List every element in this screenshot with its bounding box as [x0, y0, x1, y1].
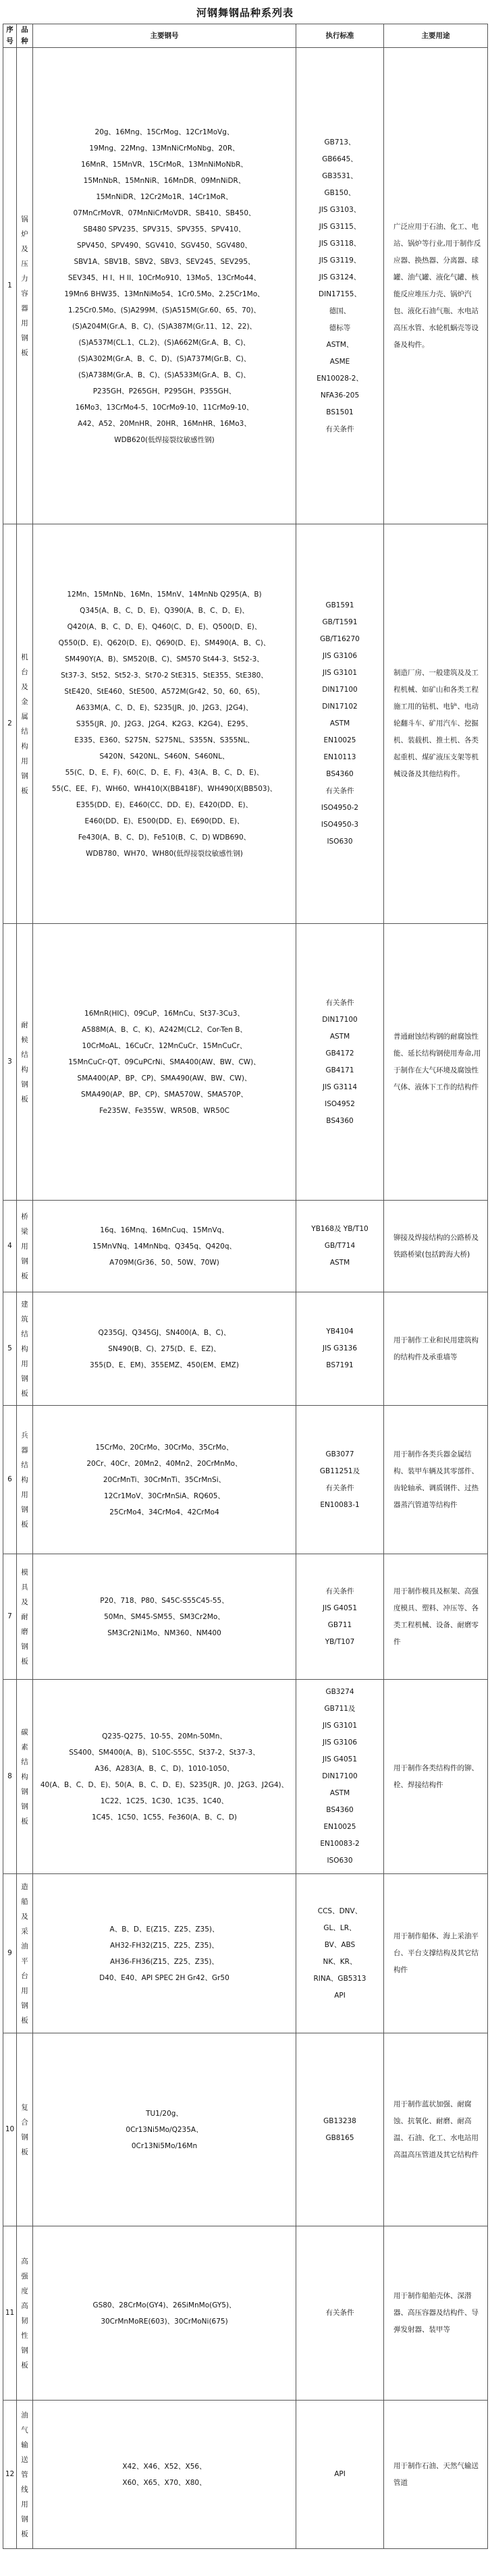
uses-text: 用于制作各类结构件的铆、栓、焊接结构件 [393, 1763, 479, 1789]
uses-text: 用于制作工业和民用建筑构的结构件及承重墙等 [393, 1336, 479, 1361]
standard-line: GB6645、 [322, 155, 358, 163]
uses-text: 用于制作模具及框架、高强度模具、塑料、冲压等、各类工程机械、设备、耐磨零件 [393, 1587, 479, 1646]
uses-cell [384, 1680, 488, 1874]
standard-line: JIS G4051 [322, 1755, 358, 1763]
grade-line: 19Mng、22Mng、13MnNiCrMoNbg、20R、 [89, 144, 240, 153]
product-table [3, 24, 488, 2549]
row-number: 4 [3, 1201, 17, 1292]
grade-line: 15MnCuCr-QT、09CuPCrNi、SMA400(AW、BW、CW)、 [68, 1058, 261, 1066]
uses-text: 用于制作石油、天然气输送管道 [393, 2461, 479, 2487]
standard-line: ASTM [329, 719, 350, 728]
grade-line: 1C45、1C50、1C55、Fe360(A、B、C、D) [91, 1813, 238, 1821]
grade-line: P235GH、P265GH、P295GH、P355GH、 [92, 387, 236, 395]
grade-line: 15CrMo、20CrMo、30CrMo、35CrMo、 [95, 1443, 234, 1452]
header-uses: 主要用途 [384, 24, 488, 48]
uses-cell [384, 2226, 488, 2401]
grade-line: 0Cr13Ni5Mo/Q235A、 [126, 2125, 203, 2134]
standard-line: GB3531、 [322, 171, 358, 180]
uses-cell [384, 1874, 488, 2033]
standard-line: GB4171 [325, 1066, 354, 1074]
standard-line: NK、KR、 [323, 1957, 357, 1966]
table-row [3, 924, 488, 1201]
table-row [3, 1874, 488, 2033]
standard-line: API [334, 2470, 346, 2478]
grade-line: TU1/20g、 [146, 2109, 183, 2118]
table-row [3, 2033, 488, 2226]
row-number: 3 [3, 924, 17, 1201]
grade-line: 16q、16Mnq、16MnCuq、15MnVq、 [100, 1226, 229, 1234]
header-standards: 执行标准 [296, 24, 384, 48]
standard-line: ISO4950-3 [321, 821, 359, 829]
uses-text: 用于制作各类兵器金属结构、装甲车辆及其零部件、齿轮轴承、调质钢件、过热器蒸汽管道等结构件 [393, 1450, 479, 1509]
grade-line: GS80、28CrMo(GY4)、26SiMnMo(GY5)、 [92, 2301, 236, 2309]
standard-line: NFA36-205 [320, 391, 360, 400]
grade-line: SMA490(AP、BP、CP)、SMA570W、SMA570P、 [81, 1090, 248, 1099]
standard-line: JIS G3103、 [319, 205, 361, 214]
table-body [3, 48, 488, 2549]
row-number: 1 [3, 48, 17, 524]
grade-line: X42、X46、X52、X56、 [122, 2462, 207, 2471]
standard-line: GB1591 [325, 601, 354, 609]
grade-line: 25CrMo4、34CrMo4、42CrMo4 [109, 1508, 219, 1516]
standard-line: ISO630 [327, 1857, 353, 1865]
grade-line: 55(C、EE、F)、WH60、WH410(X(BB418F)、WH490(X(BB503)、 [51, 784, 277, 793]
standard-line: ASME [329, 357, 350, 366]
grade-line: 50Mn、SM45-SM55、SM3Cr2Mo、 [104, 1612, 225, 1621]
table-row [3, 1406, 488, 1554]
grade-line: 15MnNiDR、12Cr2Mo1R、14Cr1MoR、 [96, 192, 233, 201]
standard-line: JIS G3124、 [319, 273, 361, 281]
grades-cell [33, 524, 296, 924]
header-name: 品种 [17, 24, 33, 48]
grade-line: Q345(A、B、C、D、E)、Q390(A、B、C、D、E)、 [80, 606, 249, 615]
standard-line: GB/T714 [324, 1242, 356, 1250]
header-no: 序号 [3, 24, 17, 48]
standard-line: GB4172 [325, 1049, 354, 1058]
product-name-cell [17, 924, 33, 1201]
grades-cell [33, 2401, 296, 2549]
standard-line: 有关条件 [325, 998, 354, 1007]
grade-line: Q235GJ、Q345GJ、SN400(A、B、C)、 [98, 1328, 231, 1337]
standard-line: EN10083-2 [320, 1840, 360, 1848]
standards-cell [296, 524, 384, 924]
row-number: 11 [3, 2226, 17, 2401]
product-name-cell [17, 1874, 33, 2033]
uses-cell [384, 48, 488, 524]
product-name-cell [17, 1680, 33, 1874]
grades-cell [33, 1680, 296, 1874]
standard-line: GB11251及 [319, 1467, 360, 1475]
grade-line: AH36-FH36(Z15、Z25、Z35)、 [110, 1957, 219, 1966]
grade-line: 40(A、B、C、D、E)、50(A、B、C、D、E)、S235(JR、J0、J2G3、J2G4)、 [40, 1780, 289, 1789]
row-number: 5 [3, 1292, 17, 1406]
uses-cell [384, 524, 488, 924]
standard-line: JIS G3106 [322, 1738, 358, 1747]
standard-line: DIN17100 [322, 686, 358, 694]
grade-line: A36、A283(A、B、C、D)、1010-1050、 [94, 1764, 234, 1773]
standard-line: 有关条件 [325, 1587, 354, 1595]
grade-line: Fe235W、Fe355W、WR50B、WR50C [99, 1106, 229, 1115]
uses-text: 用于制作蓝状加强、耐腐蚀、抗氧化、耐磨、耐高温、石油、化工、水电站用高温高压管道及其它结构件 [393, 2100, 479, 2159]
standard-line: GB/T16270 [320, 635, 360, 643]
standard-line: GL、LR、 [323, 1923, 356, 1932]
product-name: 机台及金属结构用钢板 [21, 653, 28, 795]
standards-cell [296, 1201, 384, 1292]
row-number: 10 [3, 2033, 17, 2226]
grade-line: 16MnR(HIC)、09CuP、16MnCu、St37-3Cu3、 [84, 1009, 244, 1018]
standard-line: GB/T1591 [322, 618, 358, 626]
standard-line: YB4104 [326, 1327, 354, 1336]
grade-line: 10CrMoAL、16CuCr、12MnCuCr、15MnCuCr、 [82, 1041, 247, 1050]
product-name-cell [17, 524, 33, 924]
grade-line: A588M(A、B、C、K)、A242M(CL2、Cor-Ten B、 [82, 1025, 247, 1034]
grade-line: SN490(B、C)、275(D、E、EZ)、 [108, 1344, 221, 1353]
standard-line: JIS G3118、 [319, 239, 361, 248]
product-name-cell [17, 1292, 33, 1406]
grade-line: 55(C、D、E、F)、60(C、D、E、F)、43(A、B、C、D、E)、 [65, 768, 264, 777]
standard-line: JIS G3101 [322, 1722, 358, 1730]
grade-line: SEV345、H I、H II、10CrMo910、13Mo5、13CrMo44、 [67, 273, 261, 282]
grade-line: (S)A204M(Gr.A、B、C)、(S)A387M(Gr.11、12、22)、 [72, 322, 257, 331]
grade-line: SB480 SPV235、SPV315、SPV355、SPV410、 [83, 225, 246, 234]
uses-cell [384, 1554, 488, 1680]
uses-text: 制造厂房、一般建筑及及工程机械、如矿山和各类工程施工用的钻机、电铲、电动轮翻斗车、矿用汽车、挖掘机、装载机、推土机、各类起重机、煤矿液压支架等机械设备及其他结构件。 [393, 669, 479, 778]
grade-line: 20g、16Mng、15CrMog、12Cr1MoVg、 [94, 128, 234, 136]
grade-line: S420N、S420NL、S460N、S460NL、 [99, 752, 229, 761]
standard-line: GB711及 [324, 1705, 356, 1713]
grade-line: 0Cr13Ni5Mo/16Mn [131, 2141, 198, 2150]
standard-line: GB150、 [324, 188, 356, 197]
standard-line: RINA、GB5313 [313, 1974, 366, 1983]
product-name-cell [17, 1201, 33, 1292]
row-number: 8 [3, 1680, 17, 1874]
grade-line: 16MnR、15MnVR、15CrMoR、13MnNiMoNbR、 [81, 160, 248, 169]
table-row [3, 1554, 488, 1680]
standard-line: BV、ABS [324, 1940, 356, 1949]
standards-cell [296, 1680, 384, 1874]
grade-line: 20Cr、40Cr、20Mn2、40Mn2、20CrMnMo、 [86, 1459, 242, 1468]
standard-line: DIN17100 [322, 1015, 358, 1024]
grades-cell [33, 1874, 296, 2033]
standard-line: BS4360 [326, 770, 354, 778]
uses-cell [384, 2033, 488, 2226]
product-name: 复合钢板 [21, 2103, 28, 2156]
grade-line: 19Mn6 BHW35、13MnNiMo54、1Cr0.5Mo、2.25Cr1Mo、 [64, 290, 265, 298]
grades-cell [33, 1201, 296, 1292]
standard-line: ISO4952 [325, 1099, 355, 1108]
standards-cell [296, 2401, 384, 2549]
table-row [3, 2226, 488, 2401]
grade-line: 15MnNbR、15MnNiR、16MnDR、09MnNiDR、 [83, 176, 246, 185]
grades-cell [33, 2226, 296, 2401]
standard-line: ASTM [329, 1259, 350, 1267]
standards-cell [296, 2033, 384, 2226]
grade-line: 20CrMnTi、30CrMnTi、35CrMnSi、 [103, 1475, 226, 1484]
product-name: 高强度高韧性钢板 [21, 2257, 28, 2369]
standard-line: API [334, 1991, 346, 2000]
uses-text: 铆接及焊接结构的公路桥及铁路桥梁(包括跨海大桥) [393, 1233, 479, 1259]
product-name: 兵器结构用钢板 [21, 1431, 28, 1529]
standard-line: BS7191 [326, 1361, 354, 1369]
grade-line: 1.25Cr0.5Mo、(S)A299M、(S)A515M(Gr.60、65、70)、 [67, 306, 261, 314]
grade-line: SM3Cr2Ni1Mo、NM360、NM400 [107, 1628, 221, 1637]
standard-line: BS4360 [326, 1806, 354, 1814]
product-name: 建筑结构用钢板 [21, 1300, 28, 1398]
product-name: 碳素结构钢钢板 [21, 1728, 28, 1826]
grade-line: D40、E40、API SPEC 2H Gr42、Gr50 [99, 1973, 229, 1982]
grade-line: E335、E360、S275N、S275NL、S355N、S355NL、 [74, 736, 254, 744]
grade-line: WDB620(低焊接裂纹敏感性钢) [114, 435, 215, 444]
standard-line: GB713、 [324, 138, 356, 146]
product-name-cell [17, 1554, 33, 1680]
grade-line: 30CrMnMoRE(603)、30CrMoNi(675) [101, 2317, 228, 2326]
grade-line: St37-3、St52、St52-3、St70-2 StE315、StE355、StE380、 [61, 671, 268, 680]
row-number: 9 [3, 1874, 17, 2033]
grade-line: 355(D、E、EM)、355EMZ、450(EM、EMZ) [90, 1361, 239, 1369]
standard-line: CCS、DNV、 [317, 1907, 362, 1915]
standard-line: EN10113 [323, 753, 356, 761]
standard-line: ASTM [329, 1789, 350, 1797]
standard-line: EN10025 [323, 1823, 356, 1831]
product-name: 造船及采油平台用钢板 [21, 1882, 28, 2025]
product-name: 锅炉及压力容器用钢板 [21, 215, 28, 357]
standard-line: 德标等 [329, 323, 351, 332]
standards-cell [296, 924, 384, 1201]
row-number: 6 [3, 1406, 17, 1554]
row-number: 7 [3, 1554, 17, 1680]
grade-line: A42、A52、20MnHR、20HR、16MnHR、16Mo3、 [78, 419, 251, 428]
uses-cell [384, 1406, 488, 1554]
standard-line: 德国、 [329, 306, 351, 315]
grade-line: WDB780、WH70、WH80(低焊接裂纹敏感性钢) [86, 849, 243, 858]
standards-cell [296, 1874, 384, 2033]
grade-line: E355(DD、E)、E460(CC、DD、E)、E420(DD、E)、 [76, 800, 253, 809]
grade-line: SBV1A、SBV1B、SBV2、SBV3、SEV245、SEV295、 [74, 257, 255, 266]
grade-line: Fe430(A、B、C、D)、Fe510(B、C、D) WDB690、 [78, 833, 251, 842]
grade-line: Q550(D、E)、Q620(D、E)、Q690(D、E)、SM490(A、B、C)、 [58, 638, 271, 647]
grade-line: SPV450、SPV490、SGV410、SGV450、SGV480、 [76, 241, 252, 250]
grades-cell [33, 1554, 296, 1680]
product-name: 模具及耐磨钢板 [21, 1568, 28, 1666]
grade-line: 07MnCrMoVR、07MnNiCrMoVDR、SB410、SB450、 [73, 209, 256, 217]
table-row [3, 1201, 488, 1292]
uses-text: 用于制作船体、海上采油平台、平台支撑结构及其它结构件 [393, 1932, 479, 1974]
grade-line: 1C22、1C25、1C30、1C35、1C40、 [100, 1797, 229, 1805]
standard-line: DIN17155、 [319, 290, 361, 298]
product-name-cell [17, 2401, 33, 2549]
standard-line: ISO630 [327, 838, 353, 846]
product-name: 桥梁用钢板 [21, 1212, 28, 1280]
product-name: 油气输送管线用钢板 [21, 2411, 28, 2538]
standard-line: JIS G3115、 [319, 222, 361, 231]
grade-line: (S)A302M(Gr.A、B、C、D)、(S)A737M(Gr.B、C)、 [78, 354, 251, 363]
grade-line: (S)A738M(Gr.A、B、C)、(S)A533M(Gr.A、B、C)、 [78, 371, 250, 379]
standard-line: YB/T107 [325, 1637, 355, 1646]
table-row [3, 48, 488, 524]
uses-text: 用于制作船舶壳体、深潜器、高压容器及结构件、导弹发射器、装甲等 [393, 2292, 479, 2334]
row-number: 12 [3, 2401, 17, 2549]
grade-line: SM490Y(A、B)、SM520(B、C)、SM570 St44-3、St52-3、 [65, 655, 264, 663]
product-name-cell [17, 2226, 33, 2401]
grades-cell [33, 1292, 296, 1406]
table-row [3, 524, 488, 924]
standard-line: 有关条件 [325, 2309, 354, 2317]
standard-line: 有关条件 [325, 1483, 354, 1492]
grade-line: S355(JR、J0、J2G3、J2G4、K2G3、K2G4)、E295、 [76, 719, 253, 728]
grade-line: 16Mo3、13CrMo4-5、10CrMo9-10、11CrMo9-10、 [75, 403, 254, 412]
grade-line: P20、718、P80、S45C-S55C45-55、 [100, 1596, 229, 1605]
page-title: 河钢舞钢品种系列表 [196, 7, 294, 19]
grade-line: Q235-Q275、10-55、20Mn-50Mn、 [102, 1732, 227, 1741]
standard-line: JIS G3136 [322, 1344, 358, 1352]
standards-cell [296, 1292, 384, 1406]
standard-line: GB711 [327, 1620, 352, 1629]
standard-line: DIN17102 [322, 703, 358, 711]
standard-line: 有关条件 [325, 424, 354, 433]
standard-line: JIS G3106 [322, 652, 358, 660]
standard-line: JIS G3114 [322, 1083, 358, 1091]
standard-line: DIN17100 [322, 1772, 358, 1780]
standards-cell [296, 1406, 384, 1554]
standard-line: BS4360 [326, 1116, 354, 1125]
table-row [3, 1292, 488, 1406]
grades-cell [33, 924, 296, 1201]
grade-line: A、B、D、E(Z15、Z25、Z35)、 [109, 1925, 219, 1934]
uses-cell [384, 1292, 488, 1406]
standard-line: EN10028-2、 [317, 374, 363, 383]
product-name-cell [17, 1406, 33, 1554]
header-row [3, 24, 488, 48]
standard-line: GB13238 [323, 2116, 356, 2125]
grade-line: StE420、StE460、StE500、A572M(Gr42、50、60、65)、 [64, 687, 265, 696]
standard-line: GB3077 [325, 1450, 354, 1458]
uses-text: 普通耐蚀结构钢的耐腐蚀性能、延长结构钢使用寿命,用于制作在大气环境及腐蚀性气体、液体下工作的结构件 [393, 1032, 481, 1091]
standard-line: JIS G3119、 [319, 256, 361, 265]
row-number: 2 [3, 524, 17, 924]
standard-line: EN10025 [323, 736, 356, 744]
grade-line: Q420(A、B、C、D、E)、Q460(C、D、E)、Q500(D、E)、 [67, 622, 262, 631]
grade-line: A633M(A、C、D、E)、S235(JR、J0、J2G3、J2G4)、 [76, 703, 253, 712]
grades-cell [33, 2033, 296, 2226]
grade-line: 15MnVNq、14MnNbq、Q345q、Q420q、 [92, 1242, 236, 1251]
header-grades: 主要钢号 [33, 24, 296, 48]
standard-line: GB8165 [325, 2133, 354, 2142]
product-name-cell [17, 2033, 33, 2226]
grade-line: X60、X65、X70、X80、 [122, 2478, 207, 2487]
standard-line: BS1501 [326, 408, 354, 416]
table-row [3, 1680, 488, 1874]
table-row [3, 2401, 488, 2549]
standard-line: 有关条件 [325, 787, 354, 795]
grade-line: 12Cr1MoV、30CrMnSiA、RQ605、 [104, 1491, 225, 1500]
grade-line: E460(DD、E)、E500(DD、E)、E690(DD、E)、 [84, 817, 244, 825]
standard-line: ISO4950-2 [321, 804, 359, 812]
product-name: 耐候结构钢板 [21, 1020, 28, 1103]
grade-line: (S)A537M(CL.1、CL.2)、(S)A662M(Gr.A、B、C)、 [78, 338, 250, 347]
uses-cell [384, 2401, 488, 2549]
standard-line: ASTM [329, 1032, 350, 1041]
uses-text: 广泛应用于石油、化工、电站、锅炉等行业,用于制作反应器、换热器、分离器、球罐、油气罐、液化气罐、核能反应堆压力壳、锅炉汽包、液化石油气瓶、水电站高压水管、水轮机蜗壳等设备及构件。 [393, 222, 481, 349]
standard-line: ASTM、 [326, 340, 354, 349]
standard-line: GB3274 [325, 1688, 354, 1696]
grade-line: SMA400(AP、BP、CP)、SMA490(AW、BW、CW)、 [77, 1074, 252, 1083]
standard-line: JIS G3101 [322, 669, 358, 677]
standards-cell [296, 48, 384, 524]
standard-line: EN10083-1 [320, 1500, 360, 1509]
grade-line: 12Mn、15MnNb、16Mn、15MnV、14MnNb Q295(A、B) [67, 590, 262, 599]
product-name-cell [17, 48, 33, 524]
grades-cell [33, 1406, 296, 1554]
standard-line: YB168及 YB/T10 [311, 1225, 369, 1233]
uses-cell [384, 1201, 488, 1292]
standards-cell [296, 1554, 384, 1680]
grades-cell [33, 48, 296, 524]
grade-line: A709M(Gr36、50、50W、70W) [109, 1258, 219, 1267]
standards-cell [296, 2226, 384, 2401]
grade-line: AH32-FH32(Z15、Z25、Z35)、 [110, 1941, 219, 1950]
standard-line: JIS G4051 [322, 1604, 358, 1612]
grade-line: SS400、SM400(A、B)、S10C-S55C、St37-2、St37-3、 [69, 1748, 260, 1757]
uses-cell [384, 924, 488, 1201]
